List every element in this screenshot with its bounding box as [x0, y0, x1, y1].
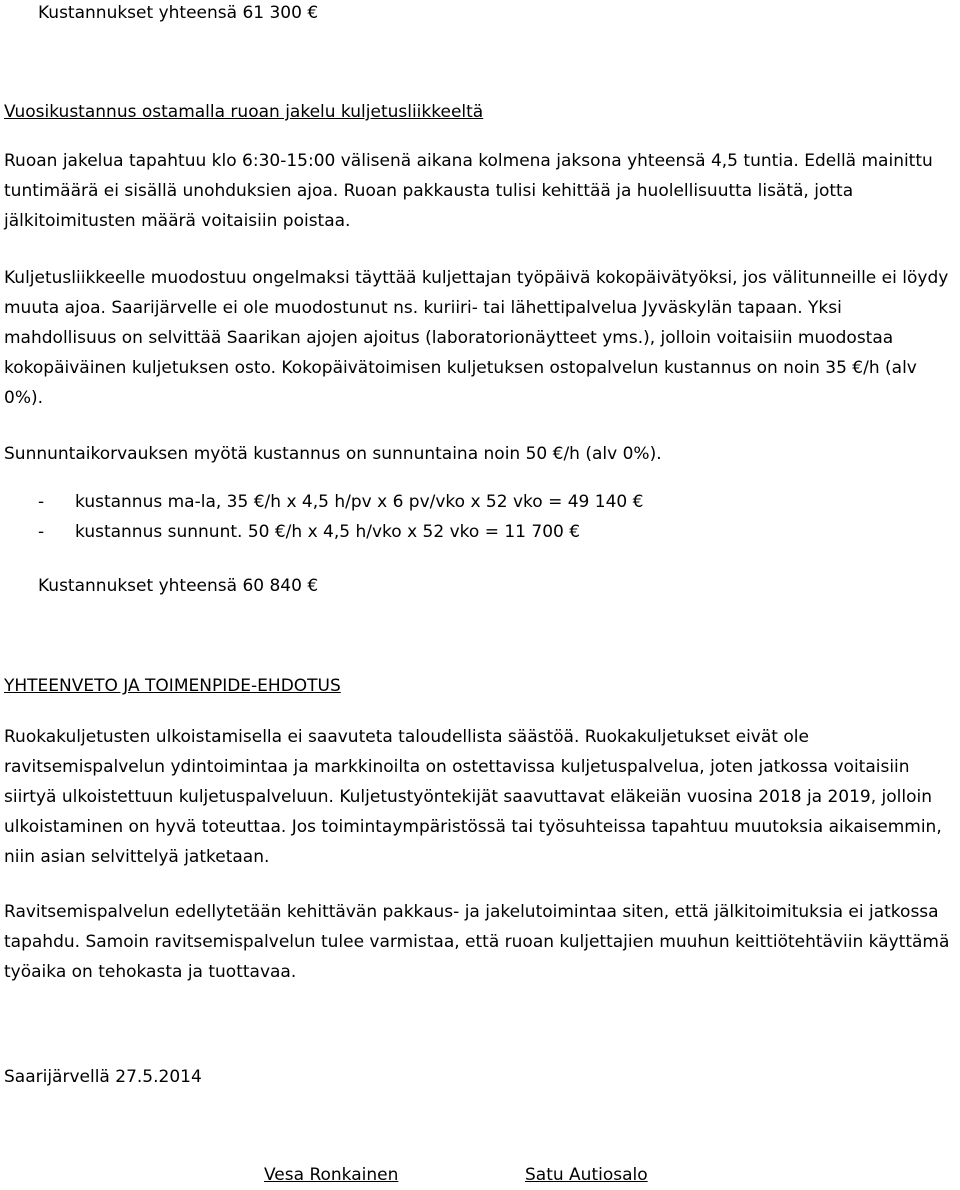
- summary-heading-text: YHTEENVETO JA TOIMENPIDE-EHDOTUS: [4, 676, 341, 696]
- list-item-text: kustannus ma-la, 35 €/h x 4,5 h/pv x 6 pv/vko x 52 vko = 49 140 €: [75, 492, 644, 512]
- place-date-text: Saarijärvellä 27.5.2014: [4, 1067, 202, 1087]
- list-item: [4, 517, 954, 547]
- paragraph-sunday: [4, 439, 954, 469]
- signatures: [0, 1160, 960, 1190]
- list-marker: -: [38, 492, 45, 512]
- paragraph-delivery: [4, 146, 954, 236]
- signature-name-1: Vesa Ronkainen: [264, 1165, 399, 1185]
- section-heading: [4, 97, 954, 127]
- paragraph-transport-company-text: Kuljetusliikkeelle muodostuu ongelmaksi täyttää kuljettajan työpäivä kokopäivätyöksi, jos välitunneille ei löydy muuta ajoa. Saarijärvelle ei ole muodostunut ns. kuriiri- tai lähettipalvelua Jyväskylän tapaan. Yksi mahdollisuus on selvittää Saarikan ajojen ajoitus (laboratorionäytteet yms.), jolloin voitaisiin muodostaa kokopäiväinen kuljetuksen osto. Kokopäivätoimisen kuljetuksen ostopalvelun kustannus on noin 35 €/h (alv 0%).: [4, 268, 949, 408]
- previous-total-text: Kustannukset yhteensä 61 300 €: [38, 3, 319, 23]
- section-heading-text: Vuosikustannus ostamalla ruoan jakelu kuljetusliikkeeltä: [4, 102, 484, 122]
- paragraph-sunday-text: Sunnuntaikorvauksen myötä kustannus on sunnuntaina noin 50 €/h (alv 0%).: [4, 444, 662, 464]
- section-total-text: Kustannukset yhteensä 60 840 €: [38, 576, 319, 596]
- summary-heading: [4, 671, 954, 701]
- signature-name-2: Satu Autiosalo: [525, 1165, 648, 1185]
- summary-paragraph-2-text: Ravitsemispalvelun edellytetään kehittävän pakkaus- ja jakelutoimintaa siten, että jälkitoimituksia ei jatkossa tapahdu. Samoin ravitsemispalvelun tulee varmistaa, että ruoan kuljettajien muuhun keittiötehtäviin käyttämä työaika on tehokasta ja tuottavaa.: [4, 902, 950, 982]
- paragraph-transport-company: [4, 263, 954, 413]
- previous-total: [4, 0, 954, 28]
- paragraph-delivery-text: Ruoan jakelua tapahtuu klo 6:30-15:00 välisenä aikana kolmena jaksona yhteensä 4,5 tuntia. Edellä mainittu tuntimäärä ei sisällä unohduksien ajoa. Ruoan pakkausta tulisi kehittää ja huolellisuutta lisätä, jotta jälkitoimitusten määrä voitaisiin poistaa.: [4, 151, 933, 231]
- section-total: [4, 571, 954, 601]
- summary-paragraph-1-text: Ruokakuljetusten ulkoistamisella ei saavuteta taloudellista säästöä. Ruokakuljetukset eivät ole ravitsemispalvelun ydintoimintaa ja markkinoilta on ostettavissa kuljetuspalvelua, joten jatkossa voitaisiin siirtyä ulkoistettuun kuljetuspalveluun. Kuljetustyöntekijät saavuttavat eläkeiän vuosina 2018 ja 2019, jolloin ulkoistaminen on hyvä toteuttaa. Jos toimintaympäristössä tai työsuhteissa tapahtuu muutoksia aikaisemmin, niin asian selvittelyä jatketaan.: [4, 727, 942, 867]
- summary-paragraph-1: [4, 722, 954, 872]
- list-item-text: kustannus sunnunt. 50 €/h x 4,5 h/vko x 52 vko = 11 700 €: [75, 522, 581, 542]
- summary-paragraph-2: [4, 897, 954, 987]
- list-marker: -: [38, 522, 45, 542]
- place-date: [4, 1062, 954, 1092]
- cost-list: [4, 487, 954, 547]
- list-item: [4, 487, 954, 517]
